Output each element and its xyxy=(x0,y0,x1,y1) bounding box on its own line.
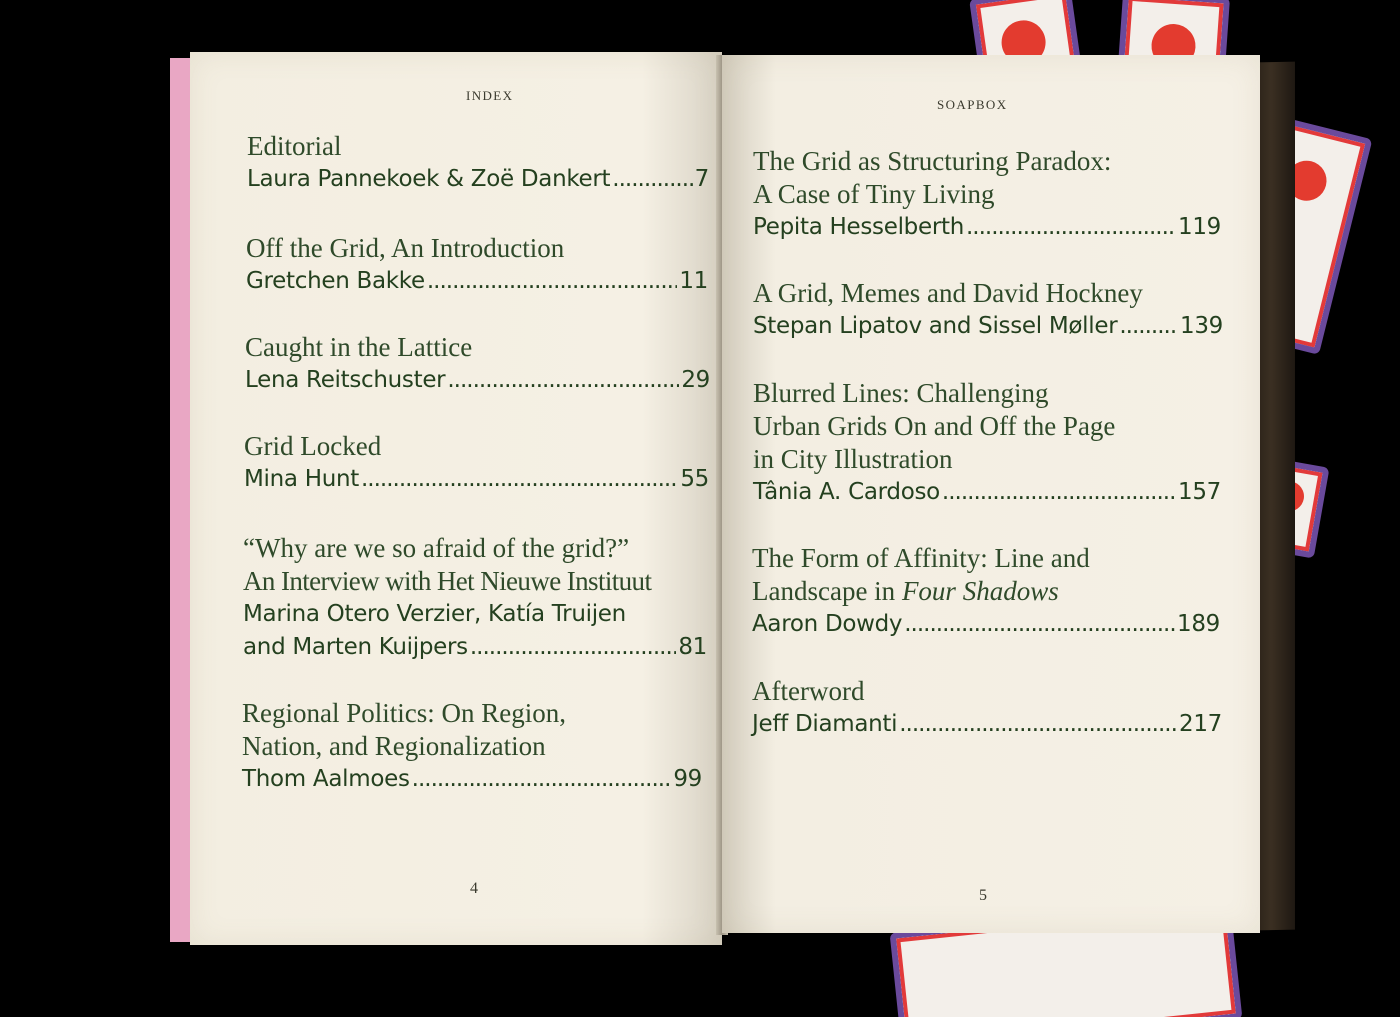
running-head-right: SOAPBOX xyxy=(937,97,1008,112)
entry-author-line xyxy=(243,631,707,664)
dot-leader xyxy=(942,476,1176,509)
dot-leader xyxy=(966,211,1176,244)
entry-author: Mina Hunt xyxy=(244,466,359,492)
entry-title xyxy=(752,575,1220,608)
entry-title: Regional Politics: On Region, xyxy=(242,698,566,728)
entry-author-line xyxy=(242,763,702,796)
entry-author: Lena Reitschuster xyxy=(245,367,446,393)
dot-leader xyxy=(361,463,678,496)
entry-author-line xyxy=(753,476,1221,509)
dot-leader xyxy=(612,163,692,196)
dot-leader xyxy=(470,631,677,664)
entry-title: Off the Grid, An Introduction xyxy=(246,233,565,263)
entry-author: Laura Pannekoek & Zoë Dankert xyxy=(247,166,611,192)
entry-page-number: 55 xyxy=(680,466,709,492)
dot-leader xyxy=(899,708,1177,741)
entry-title: Nation, and Regionalization xyxy=(242,731,546,761)
entry-page-number: 189 xyxy=(1177,611,1220,637)
toc-entry xyxy=(753,377,1221,509)
entry-page-number: 139 xyxy=(1180,313,1223,339)
dot-leader xyxy=(412,763,672,796)
entry-author: Gretchen Bakke xyxy=(246,268,425,294)
entry-page-number: 99 xyxy=(673,766,702,792)
entry-title-italic: Four Shadows xyxy=(901,576,1059,606)
entry-author-line xyxy=(752,608,1220,641)
entry-author: Tânia A. Cardoso xyxy=(753,479,940,505)
entry-author: Stepan Lipatov and Sissel Møller xyxy=(753,313,1118,339)
toc-entry xyxy=(243,532,707,664)
page-number-right: 5 xyxy=(979,887,987,904)
running-head-left: INDEX xyxy=(466,88,514,103)
entry-title: The Form of Affinity: Line and xyxy=(752,543,1090,573)
right-page xyxy=(722,55,1260,933)
toc-entry xyxy=(246,232,708,298)
toc-entry xyxy=(753,277,1223,343)
entry-author-line xyxy=(244,463,709,496)
entry-author: Pepita Hesselberth xyxy=(753,214,964,240)
entry-title: Editorial xyxy=(247,131,342,161)
entry-author-line xyxy=(753,211,1221,244)
entry-author-line xyxy=(752,708,1222,741)
entry-title: A Grid, Memes and David Hockney xyxy=(753,278,1143,308)
page-number-left: 4 xyxy=(470,880,478,897)
entry-author-line xyxy=(246,265,708,298)
toc-entry xyxy=(753,145,1221,244)
entry-author: Marina Otero Verzier, Katía Truijen xyxy=(243,601,626,627)
entry-title: Afterword xyxy=(752,676,865,706)
toc-entry xyxy=(245,331,710,397)
entry-page-number: 29 xyxy=(681,367,710,393)
entry-title: A Case of Tiny Living xyxy=(753,179,995,209)
entry-page-number: 11 xyxy=(679,268,708,294)
dot-leader xyxy=(427,265,677,298)
entry-author-line xyxy=(247,163,709,196)
left-page xyxy=(190,52,722,945)
toc-entry xyxy=(752,675,1222,741)
entry-author: Aaron Dowdy xyxy=(752,611,903,637)
page-block-edge xyxy=(1255,62,1295,931)
entry-author-line xyxy=(245,364,710,397)
dot-leader xyxy=(904,608,1175,641)
entry-author: Thom Aalmoes xyxy=(242,766,410,792)
entry-author-line xyxy=(753,310,1223,343)
toc-entry xyxy=(242,697,702,796)
entry-title: in City Illustration xyxy=(753,444,953,474)
entry-title: Grid Locked xyxy=(244,431,382,461)
entry-page-number: 157 xyxy=(1178,479,1221,505)
toc-entry xyxy=(752,542,1220,641)
toc-entry xyxy=(247,130,709,196)
entry-title: An Interview with Het Nieuwe Instituut xyxy=(243,566,652,596)
entry-page-number: 217 xyxy=(1179,711,1222,737)
entry-title: Caught in the Lattice xyxy=(245,332,473,362)
entry-author: Jeff Diamanti xyxy=(752,711,898,737)
entry-author: and Marten Kuijpers xyxy=(243,634,468,660)
entry-page-number: 119 xyxy=(1178,214,1221,240)
entry-title: “Why are we so afraid of the grid?” xyxy=(243,533,630,563)
entry-title: Blurred Lines: Challenging xyxy=(753,378,1049,408)
entry-title: The Grid as Structuring Paradox: xyxy=(753,146,1112,176)
entry-page-number: 7 xyxy=(694,166,709,192)
entry-page-number: 81 xyxy=(678,634,707,660)
dot-leader xyxy=(447,364,679,397)
entry-title: Urban Grids On and Off the Page xyxy=(753,411,1116,441)
entry-title-part: Landscape in xyxy=(752,576,902,606)
toc-entry xyxy=(244,430,709,496)
dot-leader xyxy=(1119,310,1178,343)
